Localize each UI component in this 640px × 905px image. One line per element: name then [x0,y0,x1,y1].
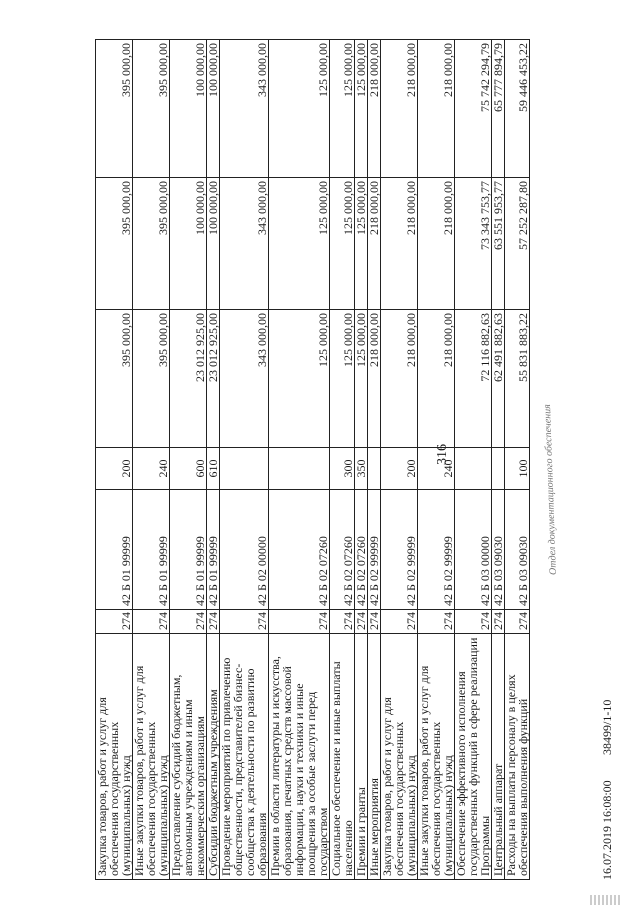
cell-amount-3: 100 000,00 [170,40,207,178]
cell-amount-3: 125 000,00 [330,40,355,178]
cell-name: Центральный аппарат [492,634,505,880]
table-row [269,40,330,880]
cell-amount-1: 55 831 883,22 [505,310,530,448]
budget-table-body [96,40,530,880]
cell-ministry: 274 [133,610,170,634]
budget-table [95,39,530,880]
cell-name: Премии в области литературы и искусства, образования, печатных средств массовой информации, науки и техники и иные поощрения за особые заслуги перед государством [269,634,330,880]
table-row [220,40,269,880]
cell-code: 42 Б 01 99999 [96,490,133,610]
cell-amount-1: 125 000,00 [330,310,355,448]
cell-code: 42 Б 01 99999 [170,490,207,610]
stamp: Отдел документационного обеспечения [542,404,559,576]
cell-amount-3: 75 742 294,79 [455,40,492,178]
cell-ministry: 274 [418,610,455,634]
cell-ministry: 274 [455,610,492,634]
cell-amount-3: 125 000,00 [269,40,330,178]
cell-expense-type: 240 [133,448,170,490]
cell-ministry: 274 [220,610,269,634]
table-row [133,40,170,880]
cell-amount-2: 343 000,00 [220,178,269,310]
cell-code: 42 Б 02 00000 [220,490,269,610]
cell-amount-3: 343 000,00 [220,40,269,178]
cell-expense-type: 240 [418,448,455,490]
cell-code: 42 Б 01 99999 [207,490,220,610]
cell-name: Обеспечение эффективного исполнения государственных функций в сфере реализации Программы [455,634,492,880]
cell-name: Иные закупки товаров, работ и услуг для обеспечения государственных (муниципальных) нужд [133,634,170,880]
cell-amount-1: 395 000,00 [133,310,170,448]
cell-expense-type [492,448,505,490]
cell-name: Закупка товаров, работ и услуг для обеспечения государственных (муниципальных) нужд [381,634,418,880]
cell-amount-1: 218 000,00 [418,310,455,448]
cell-amount-3: 395 000,00 [96,40,133,178]
cell-code: 42 Б 03 09030 [505,490,530,610]
table-row [207,40,220,880]
cell-expense-type [220,448,269,490]
table-row [96,40,133,880]
cell-amount-2: 125 000,00 [355,178,368,310]
cell-name: Расходы на выплаты персоналу в целях обеспечения выполнения функций [505,634,530,880]
cell-amount-2: 100 000,00 [170,178,207,310]
cell-amount-1: 23 012 925,00 [170,310,207,448]
cell-expense-type [455,448,492,490]
cell-amount-3: 218 000,00 [368,40,381,178]
cell-ministry: 274 [492,610,505,634]
table-row [505,40,530,880]
cell-amount-2: 100 000,00 [207,178,220,310]
cell-amount-1: 62 491 882,63 [492,310,505,448]
cell-name: Субсидии бюджетным учреждениям [207,634,220,880]
cell-amount-2: 125 000,00 [330,178,355,310]
cell-name: Иные закупки товаров, работ и услуг для обеспечения государственных (муниципальных) нужд [418,634,455,880]
cell-expense-type: 610 [207,448,220,490]
cell-name: Премии и гранты [355,634,368,880]
cell-ministry: 274 [170,610,207,634]
cell-name: Предоставление субсидий бюджетным, автономным учреждениям и иным некоммерческим организациям [170,634,207,880]
cell-expense-type: 100 [505,448,530,490]
cell-code: 42 Б 02 99999 [381,490,418,610]
cell-code: 42 Б 02 07260 [330,490,355,610]
cell-ministry: 274 [368,610,381,634]
page-number: 316 [435,444,450,465]
cell-amount-2: 218 000,00 [381,178,418,310]
cell-ministry: 274 [381,610,418,634]
cell-code: 42 Б 01 99999 [133,490,170,610]
cell-name: Проведение мероприятий по привлечению общественности, представителей бизнес-сообщества к деятельности по развитию образования [220,634,269,880]
cell-amount-2: 218 000,00 [368,178,381,310]
cell-amount-2: 395 000,00 [96,178,133,310]
cell-amount-3: 100 000,00 [207,40,220,178]
cell-ministry: 274 [355,610,368,634]
cell-expense-type: 200 [96,448,133,490]
cell-name: Социальное обеспечение и иные выплаты населению [330,634,355,880]
cell-code: 42 Б 02 07260 [355,490,368,610]
cell-amount-1: 23 012 925,00 [207,310,220,448]
cell-ministry: 274 [207,610,220,634]
cell-expense-type: 600 [170,448,207,490]
table-row [368,40,381,880]
cell-amount-1: 218 000,00 [368,310,381,448]
table-row [418,40,455,880]
cell-name: Иные мероприятия [368,634,381,880]
cell-amount-3: 65 777 894,79 [492,40,505,178]
scan-artifact [590,895,620,905]
cell-ministry: 274 [96,610,133,634]
cell-ministry: 274 [330,610,355,634]
cell-code: 42 Б 02 99999 [418,490,455,610]
cell-amount-1: 125 000,00 [355,310,368,448]
cell-amount-1: 72 116 882,63 [455,310,492,448]
cell-expense-type: 200 [381,448,418,490]
table-row [355,40,368,880]
cell-amount-3: 395 000,00 [133,40,170,178]
cell-amount-2: 57 252 287,80 [505,178,530,310]
cell-amount-3: 218 000,00 [381,40,418,178]
cell-ministry: 274 [505,610,530,634]
table-row [330,40,355,880]
cell-code: 42 Б 02 07260 [269,490,330,610]
cell-amount-2: 125 000,00 [269,178,330,310]
cell-ministry: 274 [269,610,330,634]
table-row [492,40,505,880]
cell-amount-2: 63 551 953,77 [492,178,505,310]
footer-doc-id: 38499/1-10 [600,699,614,755]
footer-timestamp: 16.07.2019 16:08:00 [600,780,614,880]
table-row [381,40,418,880]
cell-amount-2: 218 000,00 [418,178,455,310]
table-row [455,40,492,880]
cell-code: 42 Б 03 00000 [455,490,492,610]
cell-amount-1: 125 000,00 [269,310,330,448]
cell-amount-1: 395 000,00 [96,310,133,448]
cell-amount-1: 218 000,00 [381,310,418,448]
cell-code: 42 Б 02 99999 [368,490,381,610]
cell-expense-type: 350 [355,448,368,490]
cell-amount-2: 395 000,00 [133,178,170,310]
cell-name: Закупка товаров, работ и услуг для обеспечения государственных (муниципальных) нужд [96,634,133,880]
cell-expense-type [368,448,381,490]
table-row [170,40,207,880]
cell-amount-3: 125 000,00 [355,40,368,178]
cell-amount-2: 73 343 753,77 [455,178,492,310]
cell-amount-1: 343 000,00 [220,310,269,448]
cell-expense-type: 300 [330,448,355,490]
cell-expense-type [269,448,330,490]
cell-amount-3: 218 000,00 [418,40,455,178]
cell-amount-3: 59 446 453,22 [505,40,530,178]
cell-code: 42 Б 03 09030 [492,490,505,610]
